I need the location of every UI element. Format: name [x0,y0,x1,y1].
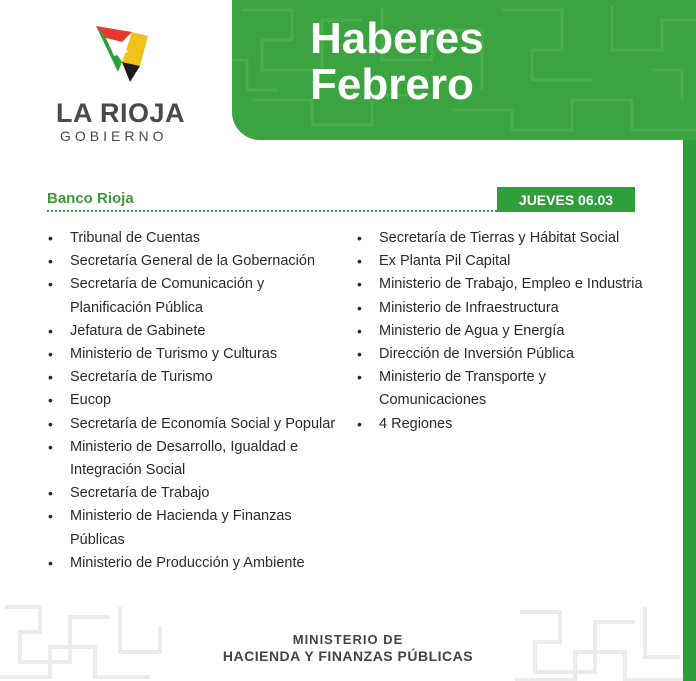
list-item: • Ex Planta Pil Capital [355,250,645,273]
header-band [232,0,696,140]
title-line-2: Febrero [310,60,474,109]
list-item: • Secretaría de Trabajo [46,482,346,505]
list-item: • Ministerio de Hacienda y Finanzas Públicas [46,505,346,551]
list-item: • Ministerio de Agua y Energía [355,320,645,343]
list-item: • Jefatura de Gabinete [46,320,346,343]
list-item: • Ministerio de Desarrollo, Igualdad e Integración Social [46,436,346,482]
date-badge: JUEVES 06.03 [497,187,635,212]
list-item: • 4 Regiones [355,413,645,436]
list-item: • Secretaría General de la Gobernación [46,250,346,273]
logo-mark-icon [92,22,152,92]
list-item: • Secretaría de Tierras y Hábitat Social [355,227,645,250]
page-title [310,16,484,108]
list-item: • Dirección de Inversión Pública [355,343,645,366]
list-item: • Secretaría de Economía Social y Popular [46,413,346,436]
dotted-divider [47,210,497,212]
title-line-1: Haberes [310,14,484,63]
left-entity-list [46,227,346,575]
footer-line-1: MINISTERIO DE [292,632,404,647]
footer-maze-pattern-left [0,602,175,681]
list-item: • Ministerio de Producción y Ambiente [46,552,346,575]
list-item: • Ministerio de Transporte y Comunicaciones [355,366,645,412]
logo-text-la-rioja: LA RIOJA [56,98,186,128]
footer-ministry [180,632,516,664]
footer-maze-pattern-right [515,602,683,681]
logo-text-gobierno: GOBIERNO [60,128,168,144]
list-item: • Ministerio de Turismo y Culturas [46,343,346,366]
list-item: • Ministerio de Trabajo, Empleo e Industria [355,273,645,296]
la-rioja-logo [40,22,210,147]
list-item: • Secretaría de Comunicación y Planificación Pública [46,273,346,319]
list-item: • Secretaría de Turismo [46,366,346,389]
list-item: • Ministerio de Infraestructura [355,297,645,320]
right-entity-list [355,227,645,436]
list-item: • Tribunal de Cuentas [46,227,346,250]
bank-label: Banco Rioja [47,190,134,207]
footer-line-2: HACIENDA Y FINANZAS PÚBLICAS [222,648,474,664]
list-item: • Eucop [46,389,346,412]
